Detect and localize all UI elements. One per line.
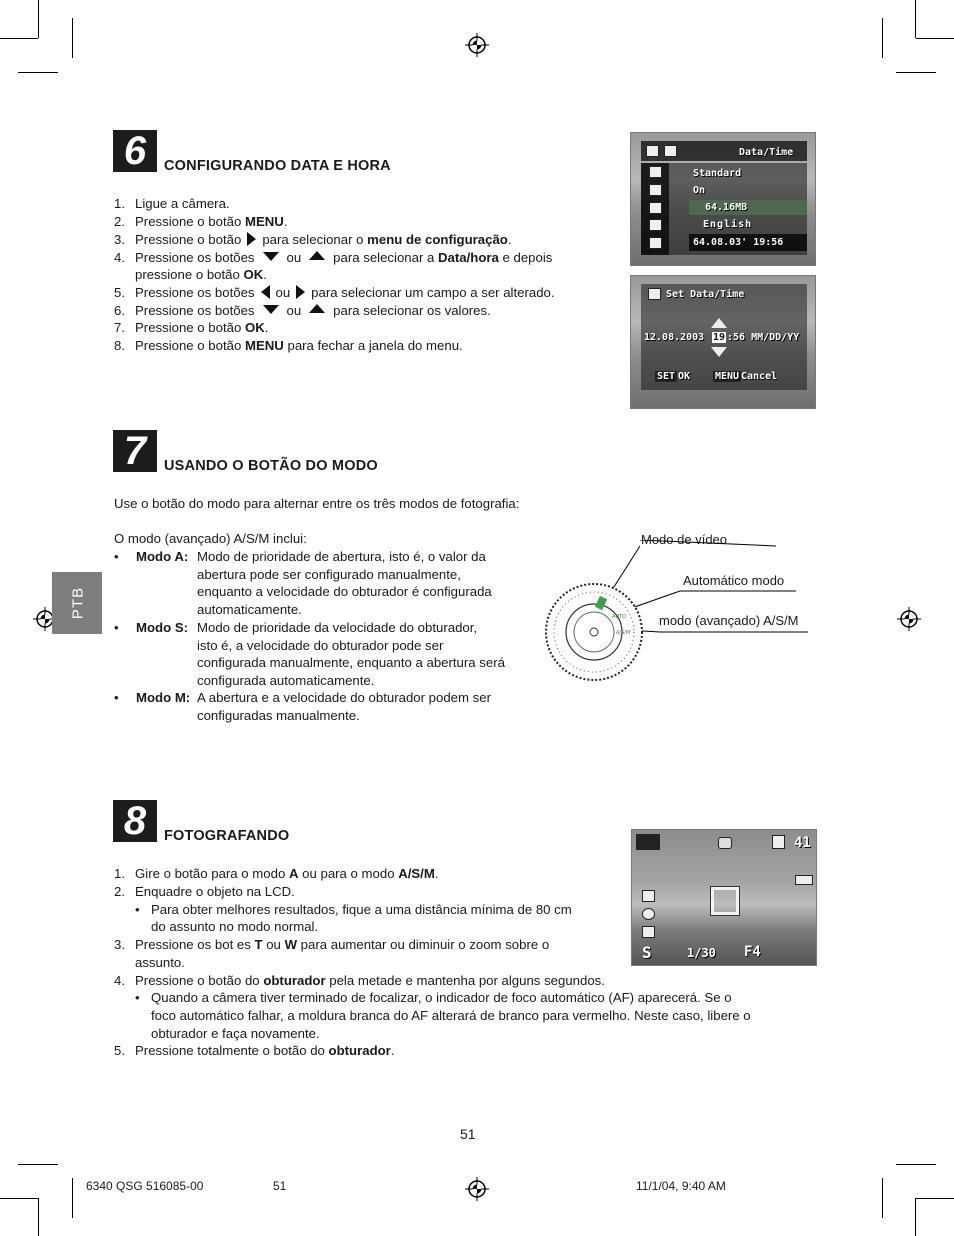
language-tab-label: PTB	[69, 586, 87, 620]
page-number: 51	[460, 1126, 476, 1142]
language-side-tab	[52, 572, 102, 634]
step: 5. Pressione totalmente o botão do obturador.	[114, 1043, 395, 1058]
lcd-shooting-screenshot	[631, 829, 817, 966]
registration-mark-icon	[465, 33, 489, 57]
lcd-ok-label: OK	[678, 371, 691, 382]
step: 3. Pressione o botão para selecionar o menu de configuração.	[114, 232, 512, 247]
right-arrow-icon	[247, 232, 256, 246]
down-arrow-icon	[263, 252, 279, 261]
lcd-exposure-mode: S	[642, 943, 652, 962]
step: 4. Pressione os botões ou para selecionar a Data/hora e depois	[114, 250, 553, 265]
wrench-icon	[664, 145, 677, 157]
right-arrow-icon	[296, 285, 305, 299]
step: 3. Pressione os bot es T ou W para aumentar ou diminuir o zoom sobre o	[114, 937, 550, 952]
crop-mark	[38, 1198, 39, 1236]
lcd-set-datetime-screenshot	[630, 275, 816, 409]
step: 1. Ligue a câmera.	[114, 196, 230, 211]
flash-icon	[642, 908, 655, 920]
lcd-row-beep: On	[693, 185, 706, 196]
mode-m-label: Modo M:	[136, 690, 191, 705]
crop-mark	[0, 1198, 38, 1199]
step: 8. Pressione o botão MENU para fechar a janela do menu.	[114, 338, 463, 353]
crop-mark	[882, 1178, 883, 1218]
lcd-cancel-label: Cancel	[741, 371, 778, 382]
up-arrow-icon	[309, 251, 325, 260]
crop-mark	[915, 1198, 916, 1236]
lcd-menu-header: Data/Time	[739, 147, 794, 158]
lcd-battery-badge	[636, 834, 660, 850]
crop-mark	[72, 18, 73, 58]
up-arrow-icon	[711, 318, 727, 328]
crop-mark	[896, 1164, 936, 1165]
svg-text:AUTO: AUTO	[612, 614, 627, 620]
step: 7. Pressione o botão OK.	[114, 320, 269, 335]
section-number-6: 6	[113, 130, 157, 172]
crop-mark	[915, 0, 916, 38]
section-title-shooting: FOTOGRAFANDO	[164, 828, 290, 844]
step: 2. Enquadre o objeto na LCD.	[114, 884, 295, 899]
language-icon	[649, 219, 662, 231]
lcd-aperture: F4	[744, 944, 761, 960]
mode-intro: Use o botão do modo para alternar entre os três modos de fotografia:	[114, 496, 520, 511]
up-arrow-icon	[309, 304, 325, 313]
crop-mark	[72, 1178, 73, 1218]
footer-page: 51	[273, 1179, 287, 1193]
svg-text:A/S/M: A/S/M	[616, 630, 631, 636]
beep-icon	[649, 184, 662, 196]
sub-step: • Para obter melhores resultados, fique a uma distância mínima de 80 cm	[135, 902, 572, 917]
lcd-shots-remaining: 41	[794, 835, 811, 851]
mode-includes: O modo (avançado) A/S/M inclui:	[114, 531, 307, 546]
image-size-icon	[772, 835, 785, 849]
mode-s-label: Modo S:	[136, 620, 189, 635]
step: 1. Gire o botão para o modo A ou para o modo A/S/M.	[114, 866, 439, 881]
drive-mode-icon	[642, 890, 655, 902]
memory-icon	[649, 202, 662, 214]
section-title-date-time: CONFIGURANDO DATA E HORA	[164, 158, 391, 174]
lcd-shutter-speed: 1/30	[687, 946, 716, 960]
dial-label-asm: modo (avançado) A/S/M	[659, 613, 799, 628]
left-arrow-icon	[261, 285, 270, 299]
step: 2. Pressione o botão MENU.	[114, 214, 288, 229]
step-continuation: pressione o botão OK.	[135, 267, 267, 282]
sub-step-continuation: do assunto no modo normal.	[151, 919, 319, 934]
lcd-row-memory: 64.16MB	[705, 202, 748, 213]
dial-label-auto: Automático modo	[683, 573, 785, 588]
crop-mark	[18, 72, 58, 73]
registration-mark-icon	[897, 607, 921, 631]
lcd-setup-menu-screenshot	[630, 132, 816, 266]
crop-mark	[882, 18, 883, 58]
lcd-row-datetime: 64.08.03' 19:56	[693, 237, 784, 248]
step: 4. Pressione o botão do obturador pela metade e mantenha por alguns segundos.	[114, 973, 605, 988]
section-number-7: 7	[113, 430, 157, 472]
lcd-row-quality: Standard	[693, 168, 742, 179]
footer-date: 11/1/04, 9:40 AM	[636, 1179, 726, 1193]
af-frame	[711, 887, 739, 915]
camera-icon	[646, 145, 659, 157]
mode-a-label: Modo A:	[136, 549, 189, 564]
crop-mark	[916, 1198, 954, 1199]
lcd-set-key: SET	[657, 371, 676, 382]
clock-icon	[649, 237, 662, 249]
crop-mark	[896, 72, 936, 73]
battery-icon	[795, 875, 813, 885]
down-arrow-icon	[263, 305, 279, 314]
lcd-date-value: 12.08.2003	[644, 332, 705, 343]
registration-mark-icon	[465, 1177, 489, 1201]
section-number-8: 8	[113, 800, 157, 842]
calendar-icon	[648, 288, 661, 300]
lcd-time-format: :56 MM/DD/YY	[727, 332, 800, 343]
step-continuation: assunto.	[135, 955, 185, 970]
section-title-mode-button: USANDO O BOTÃO DO MODO	[164, 458, 378, 474]
lcd-datetime-header: Set Data/Time	[666, 289, 745, 300]
crop-mark	[916, 38, 954, 39]
crop-mark	[18, 1164, 58, 1165]
sub-step: • Quando a câmera tiver terminado de focalizar, o indicador de foco automático (AF) aparecerá. Se o	[135, 990, 732, 1005]
sub-step-continuation: foco automático falhar, a moldura branca do AF alterará de branco para vermelho. Neste caso, libere o	[151, 1008, 751, 1023]
crop-mark	[38, 0, 39, 38]
footer-doc-id: 6340 QSG 516085-00	[86, 1179, 204, 1193]
hand-shake-icon	[718, 837, 732, 849]
lcd-row-language: English	[703, 219, 753, 230]
down-arrow-icon	[711, 347, 727, 357]
step: 6. Pressione os botões ou para selecionar os valores.	[114, 303, 491, 318]
mode-dial-illustration	[540, 540, 820, 710]
lcd-menu-key: MENU	[715, 371, 740, 382]
image-quality-icon	[649, 166, 662, 178]
crop-mark	[0, 38, 38, 39]
sub-step-continuation: obturador e faça novamente.	[151, 1026, 320, 1041]
dial-label-video: Modo de vídeo	[641, 532, 728, 547]
lcd-hour-value: 19	[713, 332, 726, 343]
quality-icon	[642, 926, 655, 938]
step: 5. Pressione os botões ou para selecionar um campo a ser alterado.	[114, 285, 555, 300]
